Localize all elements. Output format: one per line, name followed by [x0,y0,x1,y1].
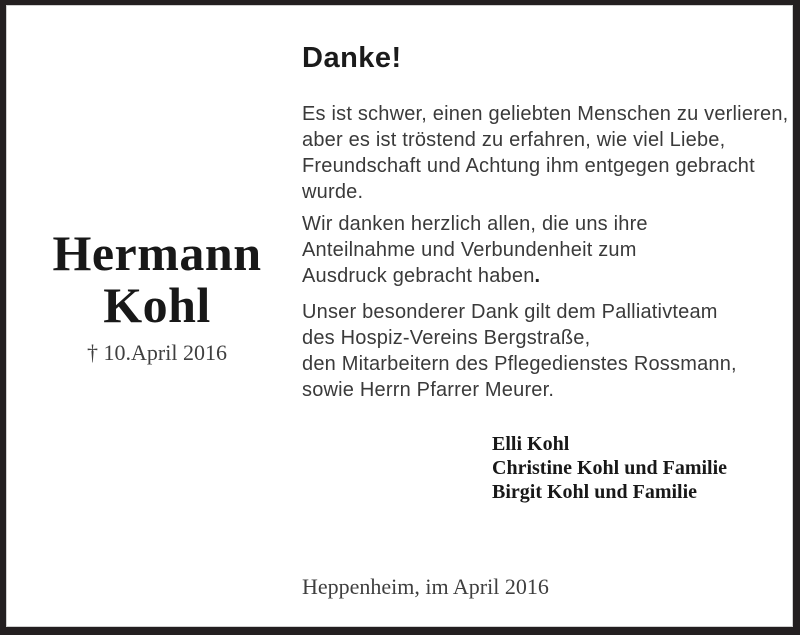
special-thanks-paragraph [302,299,796,403]
thank-you-headline: Danke! [302,42,402,74]
paragraph-line: des Hospiz-Vereins Bergstraße, [302,327,591,349]
death-date: † 10.April 2016 [87,340,227,365]
deceased-first-name: Hermann [52,225,262,281]
bold-period: . [534,265,541,287]
deceased-name-block [30,227,284,366]
paragraph-line: aber es ist tröstend zu erfahren, wie viel Liebe, [302,129,726,151]
thanks-paragraph [302,211,796,289]
signatories-block [492,432,727,504]
paragraph-line: den Mitarbeitern des Pflegedienstes Rossmann, [302,353,737,375]
paragraph-line: Es ist schwer, einen geliebten Menschen zu verlieren, [302,103,789,125]
paragraph-line: sowie Herrn Pfarrer Meurer. [302,379,555,401]
paragraph-line-text: Ausdruck gebracht haben [302,265,535,287]
signatory-name: Christine Kohl und Familie [492,457,728,479]
paragraph-line: Anteilnahme und Verbundenheit zum [302,239,637,261]
paragraph-line: Unser besonderer Dank gilt dem Palliativteam [302,301,718,323]
deceased-last-name: Kohl [103,277,211,333]
signatory-name: Elli Kohl [492,433,570,455]
paragraph-line [302,263,796,289]
signatory-name: Birgit Kohl und Familie [492,481,698,503]
place-and-date: Heppenheim, im April 2016 [302,574,549,599]
paragraph-line: Wir danken herzlich allen, die uns ihre [302,213,648,235]
condolence-paragraph [302,101,796,205]
paragraph-line: Freundschaft und Achtung ihm entgegen gebracht [302,155,755,177]
paragraph-line: wurde. [302,181,364,203]
